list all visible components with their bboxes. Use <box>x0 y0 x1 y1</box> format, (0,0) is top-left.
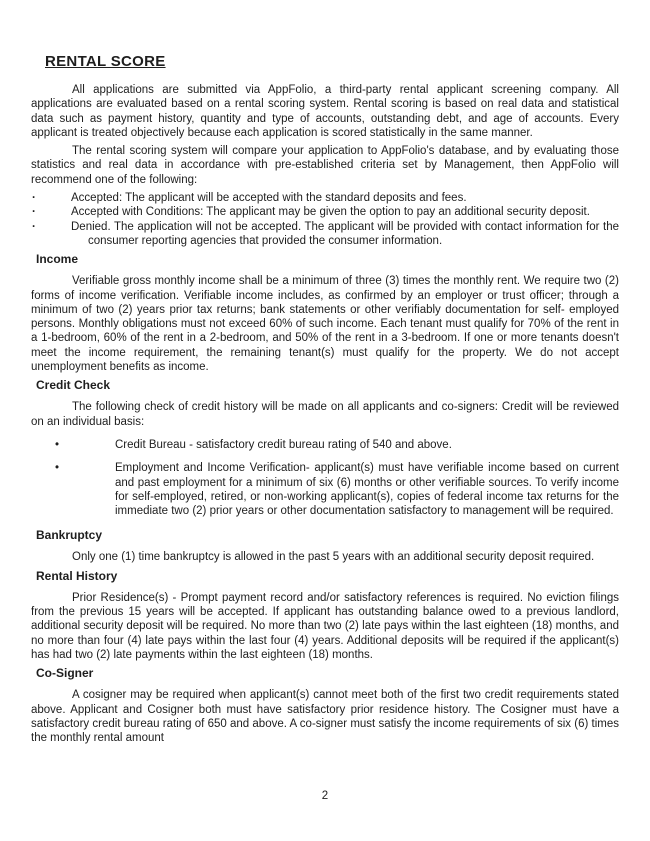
credit-check-list <box>31 438 619 518</box>
intro-paragraph-2: The rental scoring system will compare your application to AppFolio's database, and by evaluating those statistics and real data in accordance with pre-established criteria set by Management, then AppFolio will recommend one of the following: <box>31 145 619 186</box>
list-item-accepted: · Accepted: The applicant will be accepted with the standard deposits and fees. <box>88 191 619 205</box>
intro-paragraph-1: All applications are submitted via AppFolio, a third-party rental applicant screening company. All applications are evaluated based on a rental scoring system. Rental scoring is based on real data and statistical data such as payment history, quantity and type of accounts, outstanding debt, and age of accounts. Every applicant is treated objectively because each application is scored statistically in the same manner. <box>31 84 619 139</box>
recommendation-list <box>31 191 619 248</box>
income-paragraph: Verifiable gross monthly income shall be a minimum of three (3) times the monthly rent. We require two (2) forms of income verification. Verifiable income includes, as confirmed by an employer or trust officer; through a minimum of two (2) years prior tax returns; bank statements or other verifiably documentation for self- employed persons. Monthly obligations must not exceed 60% of such income. Each tenant must qualify for 70% of the rent in a 1-bedroom, 60% of the rent in a 2-bedroom, and 50% of the rent in a 3-bedroom. If one or more tenants doesn't meet the income requirement, the remaining tenant(s) must qualify for the property. We do not accept unemployment benefits as income. <box>31 275 619 374</box>
section-heading-bankruptcy: Bankruptcy <box>36 528 103 543</box>
bankruptcy-paragraph: Only one (1) time bankruptcy is allowed in the past 5 years with an additional security deposit required. <box>72 551 595 564</box>
list-item-accepted-with-conditions: · Accepted with Conditions: The applicant may be given the option to pay an additional security deposit. <box>88 205 619 219</box>
section-heading-co-signer: Co-Signer <box>36 666 94 681</box>
list-item-denied: · Denied. The application will not be accepted. The applicant will be provided with contact information for the consumer reporting agencies that provided the consumer information. <box>88 220 619 249</box>
section-heading-rental-history: Rental History <box>36 568 118 583</box>
co-signer-paragraph: A cosigner may be required when applicant(s) cannot meet both of the first two credit requirements stated above. Applicant and Cosigner both must have satisfactory prior residence history. The Cosigner must have a satisfactory credit bureau rating of 650 and above. A co-signer must satisfy the income requirements of six (6) times the monthly rental amount <box>31 689 619 745</box>
page-number: 2 <box>321 790 329 802</box>
section-heading-income: Income <box>36 252 79 267</box>
rental-history-paragraph: Prior Residence(s) - Prompt payment record and/or satisfactory references is required. No eviction filings from the previous 15 years will be accepted. If applicant has outstanding balance owed to a previous landlord, additional security deposit will be required. No more than two (2) late pays within the last eighteen (18) months, and no more than four (4) late pays within the last four (4) years. Additional deposits will be required if the applicant(s) has had two (2) late payments within the last eighteen (18) months. <box>31 591 619 661</box>
credit-check-paragraph: The following check of credit history will be made on all applicants and co-signers: Credit will be reviewed on an individual basis: <box>31 401 619 428</box>
page-title: RENTAL SCORE <box>45 53 166 70</box>
list-item-employment-income-verification: • Employment and Income Verification- applicant(s) must have verifiable income based on current and past employment for a minimum of six (6) months or other verifiable sources. To verify income for self-employed, retired, or non-working applicant(s), copies of federal income tax returns for the immediate two (2) prior years or other documentation satisfactory to management will be required. <box>115 461 619 518</box>
list-item-credit-bureau: • Credit Bureau - satisfactory credit bureau rating of 540 and above. <box>115 438 619 452</box>
section-heading-credit-check: Credit Check <box>36 378 111 393</box>
